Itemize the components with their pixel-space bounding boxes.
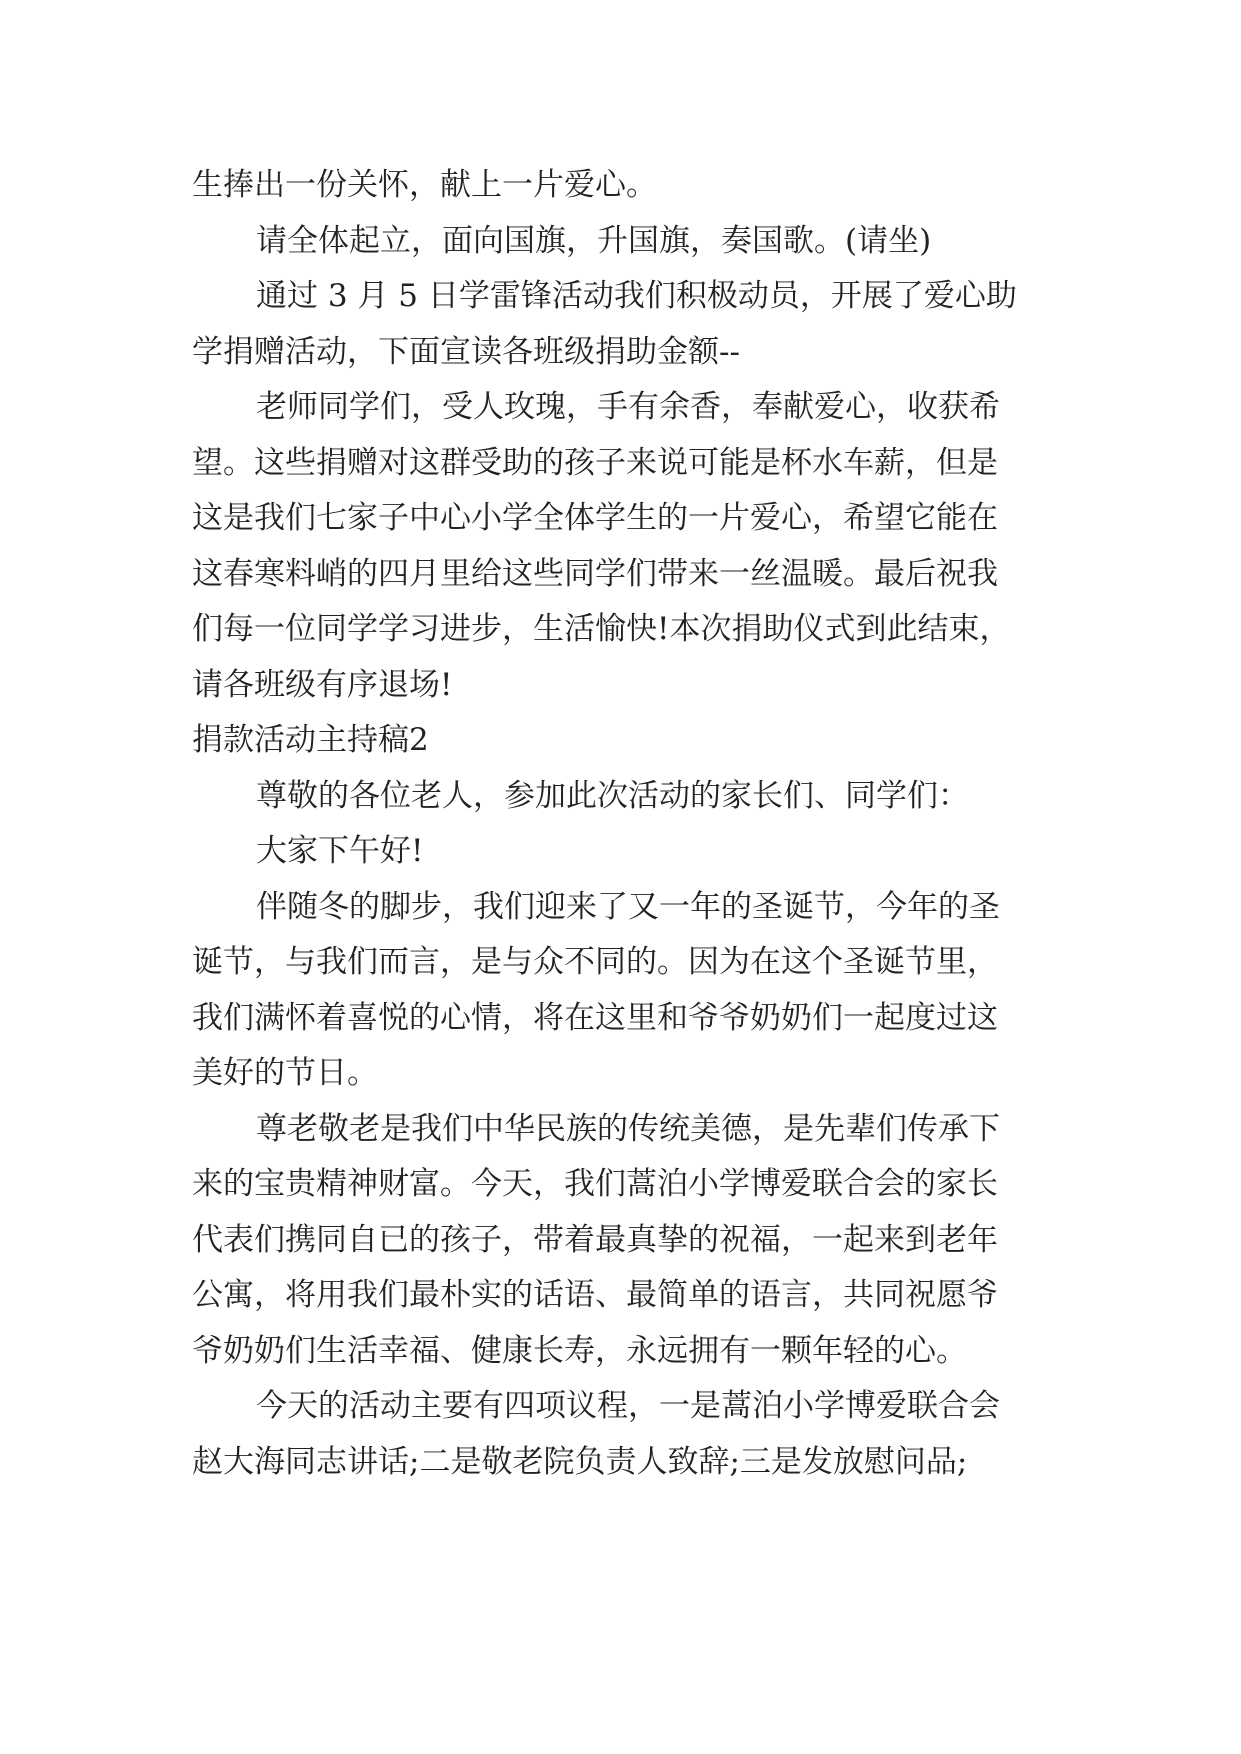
text-line: 这是我们七家子中心小学全体学生的一片爱心，希望它能在 (192, 500, 998, 536)
text-line: 这春寒料峭的四月里给这些同学们带来一丝温暖。最后祝我 (192, 555, 998, 592)
text-line: 伴随冬的脚步，我们迎来了又一年的圣诞节，今年的圣 (256, 888, 1000, 925)
section-heading: 捐款活动主持稿2 (192, 722, 429, 758)
text-line: 美好的节日。 (192, 1055, 378, 1091)
text-line: 望。这些捐赠对这群受助的孩子来说可能是杯水车薪，但是 (192, 444, 998, 481)
text-line: 今天的活动主要有四项议程，一是蒿泊小学博爱联合会 (256, 1388, 1000, 1424)
text-line: 通过 3 月 5 日学雷锋活动我们积极动员，开展了爱心助 (256, 278, 1017, 314)
text-line: 公寓，将用我们最朴实的话语、最简单的语言，共同祝愿爷 (192, 1277, 998, 1313)
text-line: 老师同学们，受人玫瑰，手有余香，奉献爱心，收获希 (256, 389, 1000, 425)
text-line: 学捐赠活动，下面宣读各班级捐助金额-- (192, 333, 740, 370)
text-line: 赵大海同志讲话;二是敬老院负责人致辞;三是发放慰问品; (192, 1443, 968, 1480)
text-line: 们每一位同学学习进步，生活愉快!本次捐助仪式到此结束， (192, 611, 1011, 647)
text-line: 诞节，与我们而言，是与众不同的。因为在这个圣诞节里， (192, 944, 998, 980)
text-line: 生捧出一份关怀，献上一片爱心。 (192, 167, 657, 203)
text-line: 代表们携同自已的孩子，带着最真挚的祝福，一起来到老年 (192, 1221, 998, 1258)
text-line: 爷奶奶们生活幸福、健康长寿，永远拥有一颗年轻的心。 (192, 1332, 967, 1369)
text-line: 来的宝贵精神财富。今天，我们蒿泊小学博爱联合会的家长 (192, 1166, 998, 1202)
text-line: 请各班级有序退场! (192, 666, 453, 703)
text-line: 尊敬的各位老人，参加此次活动的家长们、同学们： (256, 777, 969, 814)
text-line: 大家下午好! (256, 833, 424, 869)
text-line: 尊老敬老是我们中华民族的传统美德，是先辈们传承下 (256, 1110, 1000, 1147)
document-body (192, 158, 1072, 1490)
text-line: 请全体起立，面向国旗，升国旗，奏国歌。(请坐) (256, 222, 932, 259)
text-line: 我们满怀着喜悦的心情，将在这里和爷爷奶奶们一起度过这 (192, 999, 998, 1036)
